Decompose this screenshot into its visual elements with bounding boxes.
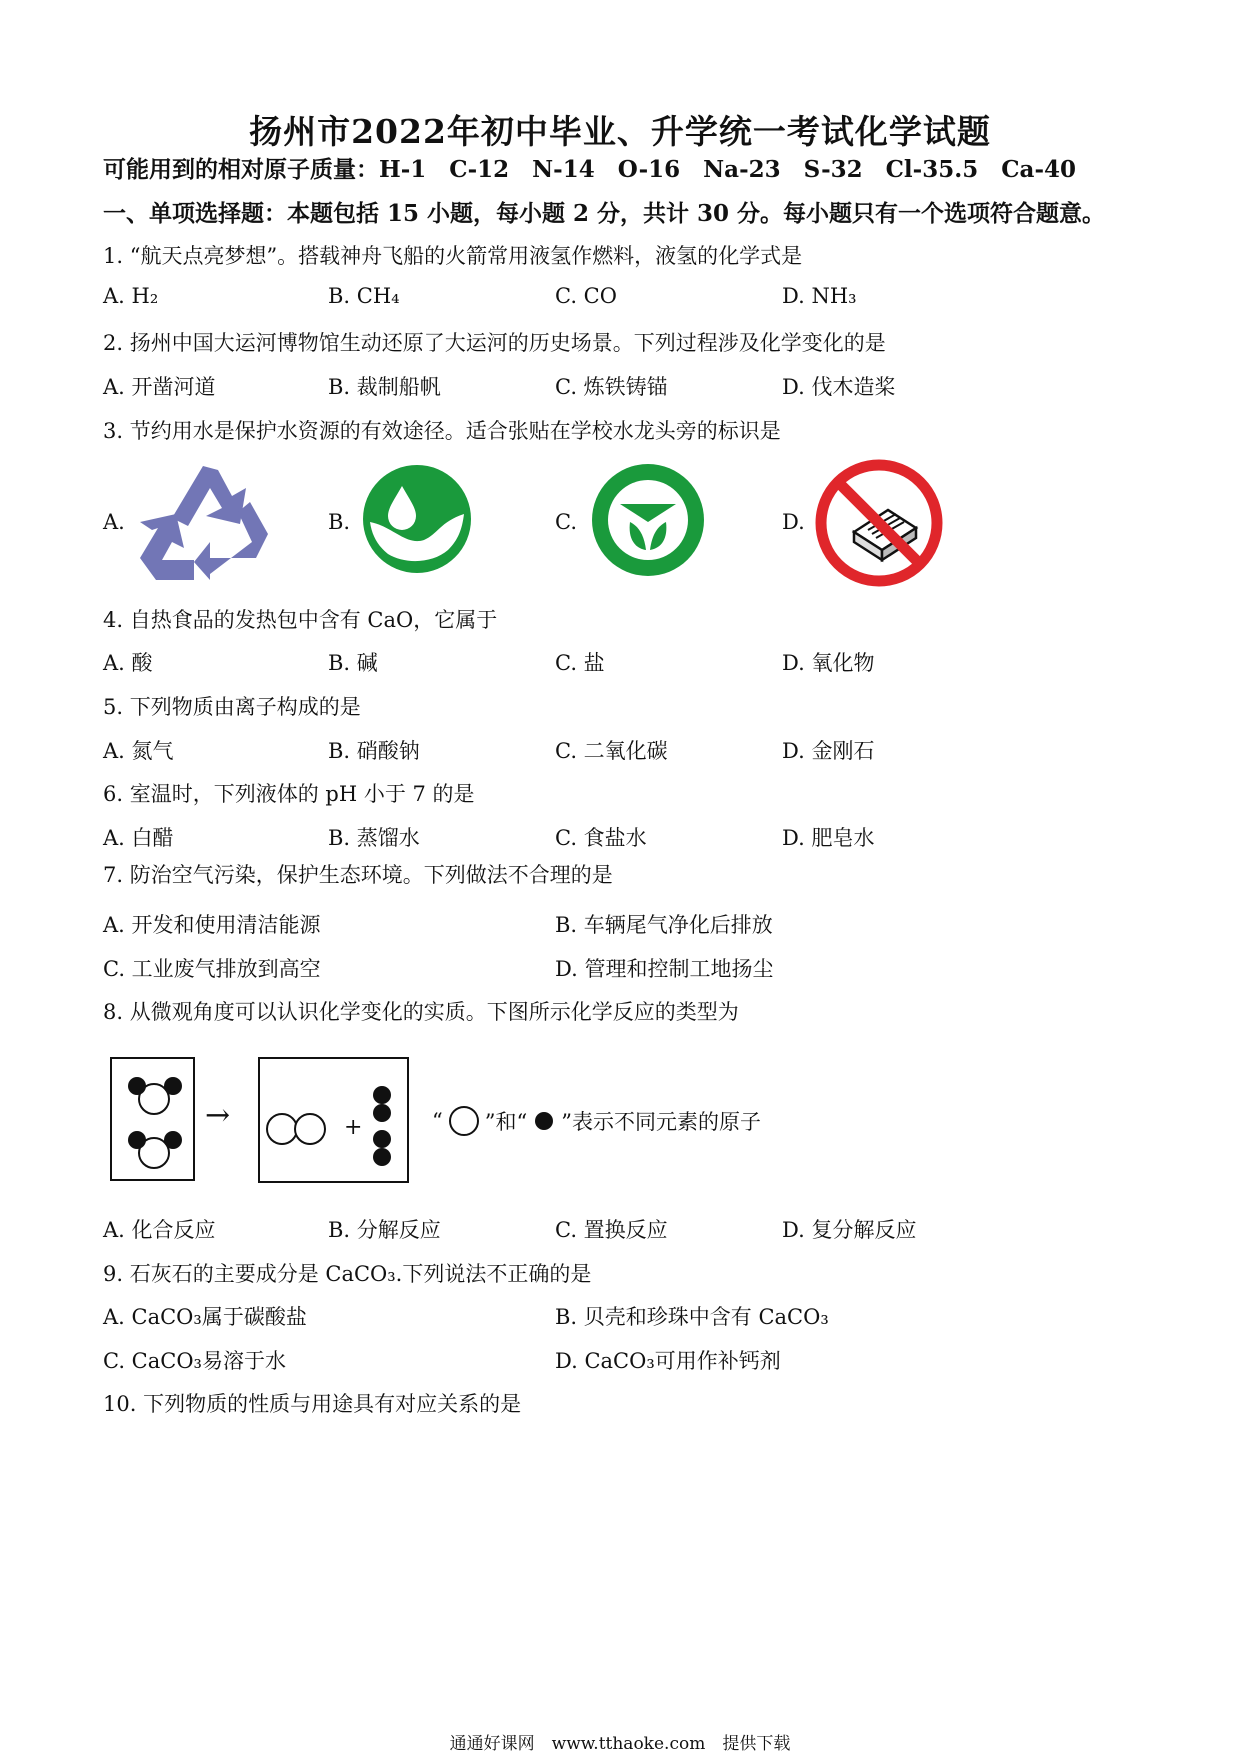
q2-option-c: C. 炼铁铸锚: [555, 375, 668, 399]
q1-option-d: D. NH₃: [782, 284, 857, 308]
page-title: 扬州市2022年初中毕业、升学统一考试化学试题: [249, 112, 991, 151]
q8-option-c: C. 置换反应: [555, 1218, 668, 1242]
q8-option-b: B. 分解反应: [328, 1218, 441, 1242]
q8-option-a: A. 化合反应: [103, 1218, 216, 1242]
reactant-box: [110, 1057, 195, 1181]
reactant-molecules: [112, 1059, 193, 1179]
q3-option-b: B.: [328, 510, 351, 534]
question-1: 1. “航天点亮梦想”。搭载神舟飞船的火箭常用液氢作燃料，液氢的化学式是: [103, 244, 803, 268]
q6-option-c: C. 食盐水: [555, 826, 647, 850]
q3-option-d: D.: [782, 510, 805, 534]
q9-option-d: D. CaCO₃可用作补钙剂: [555, 1349, 781, 1373]
q2-option-b: B. 裁制船帆: [328, 375, 441, 399]
question-5: 5. 下列物质由离子构成的是: [103, 695, 361, 719]
q1-option-a: A. H₂: [103, 284, 159, 308]
product-molecules: [260, 1059, 407, 1181]
question-9: 9. 石灰石的主要成分是 CaCO₃.下列说法不正确的是: [103, 1262, 592, 1286]
q2-option-a: A. 开凿河道: [103, 375, 216, 399]
q5-option-c: C. 二氧化碳: [555, 739, 668, 763]
q9-option-c: C. CaCO₃易溶于水: [103, 1349, 286, 1373]
question-2: 2. 扬州中国大运河博物馆生动还原了大运河的历史场景。下列过程涉及化学变化的是: [103, 331, 886, 355]
q3-option-a: A.: [103, 510, 125, 534]
question-7: 7. 防治空气污染，保护生态环境。下列做法不合理的是: [103, 863, 613, 887]
green-food-icon: [590, 462, 706, 578]
plus-sign: +: [344, 1115, 363, 1140]
reaction-arrow: →: [205, 1098, 231, 1133]
q7-option-d: D. 管理和控制工地扬尘: [555, 957, 774, 981]
q7-option-a: A. 开发和使用清洁能源: [103, 913, 321, 937]
product-box: [258, 1057, 409, 1183]
q5-option-d: D. 金刚石: [782, 739, 875, 763]
question-4: 4. 自热食品的发热包中含有 CaO，它属于: [103, 608, 498, 632]
q9-option-a: A. CaCO₃属于碳酸盐: [103, 1305, 307, 1329]
q2-option-d: D. 伐木造桨: [782, 375, 896, 399]
black-atom-icon: [535, 1112, 553, 1130]
q9-option-b: B. 贝壳和珍珠中含有 CaCO₃: [555, 1305, 829, 1329]
question-3: 3. 节约用水是保护水资源的有效途径。适合张贴在学校水龙头旁的标识是: [103, 419, 781, 443]
q4-option-d: D. 氧化物: [782, 651, 875, 675]
q1-option-b: B. CH₄: [328, 284, 400, 308]
q4-option-b: B. 碱: [328, 651, 378, 675]
question-8: 8. 从微观角度可以认识化学变化的实质。下图所示化学反应的类型为: [103, 1000, 739, 1024]
q6-option-b: B. 蒸馏水: [328, 826, 420, 850]
q6-option-d: D. 肥皂水: [782, 826, 875, 850]
question-6: 6. 室温时，下列液体的 pH 小于 7 的是: [103, 782, 475, 806]
q4-option-c: C. 盐: [555, 651, 605, 675]
q6-option-a: A. 白醋: [103, 826, 174, 850]
q5-option-b: B. 硝酸钠: [328, 739, 420, 763]
q4-option-a: A. 酸: [103, 651, 153, 675]
question-10: 10. 下列物质的性质与用途具有对应关系的是: [103, 1392, 522, 1416]
q3-option-c: C.: [555, 510, 577, 534]
q1-option-c: C. CO: [555, 284, 617, 308]
q7-option-b: B. 车辆尾气净化后排放: [555, 913, 773, 937]
diagram-legend: “ ”和“ ”表示不同元素的原子: [432, 1106, 761, 1136]
no-matches-icon: [814, 458, 944, 588]
water-saving-icon: [362, 464, 472, 574]
q5-option-a: A. 氮气: [103, 739, 174, 763]
atomic-masses: 可能用到的相对原子质量：H-1 C-12 N-14 O-16 Na-23 S-32 Cl-35.5 Ca-40: [103, 156, 1076, 183]
recycle-icon: [136, 462, 270, 582]
q8-option-d: D. 复分解反应: [782, 1218, 917, 1242]
page-footer: 通通好课网 www.tthaoke.com 提供下载: [449, 1734, 791, 1754]
section-heading: 一、单项选择题：本题包括 15 小题，每小题 2 分，共计 30 分。每小题只有一个选项符合题意。: [103, 200, 1106, 227]
q7-option-c: C. 工业废气排放到高空: [103, 957, 321, 981]
white-atom-icon: [449, 1106, 479, 1136]
